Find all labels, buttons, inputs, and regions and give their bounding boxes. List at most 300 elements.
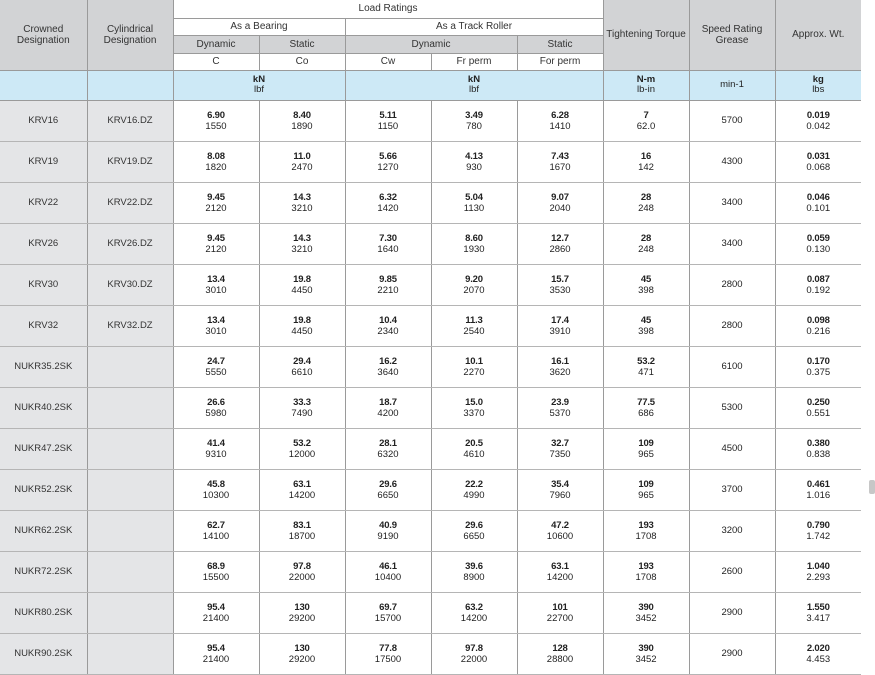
value-imperial: 6650	[463, 530, 485, 542]
cylindrical-designation-cell: KRV22.DZ	[87, 182, 173, 223]
for-perm-cell	[517, 428, 603, 469]
value-metric: 7	[643, 109, 649, 121]
value-metric: 193	[638, 519, 654, 531]
weight-cell	[775, 346, 861, 387]
value-imperial: 1670	[549, 161, 571, 173]
value-metric: 1.040	[806, 560, 830, 572]
value-metric: 63.1	[293, 478, 311, 490]
value-imperial: 3910	[549, 325, 571, 337]
co-cell	[259, 469, 345, 510]
cw-cell	[345, 633, 431, 674]
value-imperial: 1150	[377, 120, 399, 132]
table-row	[0, 141, 861, 182]
value-imperial: 3640	[377, 366, 399, 378]
value-metric: 28	[640, 232, 652, 244]
cw-cell	[345, 592, 431, 633]
value-metric: 0.380	[806, 437, 830, 449]
header-approx-weight: Approx. Wt.	[775, 0, 861, 70]
cw-cell	[345, 223, 431, 264]
value-metric: 26.6	[207, 396, 225, 408]
header-tightening-torque: Tightening Torque	[603, 0, 689, 70]
table-row	[0, 592, 861, 633]
value-imperial: 398	[638, 325, 654, 337]
value-metric: 16	[640, 150, 652, 162]
speed-cell: 3200	[689, 510, 775, 551]
value-imperial: 1130	[463, 202, 485, 214]
value-metric: 101	[552, 601, 568, 613]
value-imperial: 3370	[463, 407, 485, 419]
value-metric: 9.20	[465, 273, 483, 285]
value-metric: 13.4	[207, 273, 225, 285]
value-imperial: 2.293	[806, 571, 831, 583]
weight-cell	[775, 592, 861, 633]
value-metric: 28.1	[379, 437, 397, 449]
value-imperial: 6320	[377, 448, 399, 460]
value-imperial: 7490	[291, 407, 313, 419]
table-row	[0, 346, 861, 387]
cw-cell	[345, 551, 431, 592]
value-metric: 5.04	[465, 191, 483, 203]
value-imperial: 1708	[635, 571, 657, 583]
speed-cell: 3400	[689, 223, 775, 264]
value-metric: 6.32	[379, 191, 397, 203]
value-imperial: 10300	[202, 489, 230, 501]
torque-cell	[603, 551, 689, 592]
unit-torque: N-m lb-in	[603, 70, 689, 100]
value-imperial: 14200	[546, 571, 574, 583]
unit-bearing: kN lbf	[173, 70, 345, 100]
fr-perm-cell	[431, 305, 517, 346]
cylindrical-designation-cell	[87, 592, 173, 633]
value-metric: 0.170	[806, 355, 830, 367]
crowned-designation-cell: NUKR72.2SK	[0, 551, 87, 592]
table-row	[0, 182, 861, 223]
table-row	[0, 387, 861, 428]
speed-cell: 2800	[689, 264, 775, 305]
value-metric: 0.059	[806, 232, 830, 244]
value-metric: 45	[640, 314, 652, 326]
cylindrical-designation-cell	[87, 469, 173, 510]
value-imperial: 930	[466, 161, 482, 173]
crowned-designation-cell: NUKR62.2SK	[0, 510, 87, 551]
co-cell	[259, 551, 345, 592]
value-metric: 47.2	[551, 519, 569, 531]
fr-perm-cell	[431, 387, 517, 428]
value-imperial: 15500	[202, 571, 230, 583]
for-perm-cell	[517, 223, 603, 264]
value-imperial: 2070	[463, 284, 485, 296]
co-cell	[259, 182, 345, 223]
crowned-designation-cell: NUKR52.2SK	[0, 469, 87, 510]
table-row	[0, 469, 861, 510]
value-metric: 6.90	[207, 109, 225, 121]
value-metric: 45	[640, 273, 652, 285]
value-imperial: 1420	[377, 202, 399, 214]
value-imperial: 4200	[377, 407, 399, 419]
value-imperial: 4990	[463, 489, 485, 501]
header-load-ratings: Load Ratings	[173, 0, 603, 18]
torque-cell	[603, 305, 689, 346]
speed-cell: 6100	[689, 346, 775, 387]
value-imperial: 3452	[635, 612, 657, 624]
for-perm-cell	[517, 264, 603, 305]
value-metric: 32.7	[551, 437, 569, 449]
value-metric: 29.4	[293, 355, 311, 367]
crowned-designation-cell: KRV26	[0, 223, 87, 264]
value-imperial: 0.068	[806, 161, 831, 173]
fr-perm-cell	[431, 100, 517, 141]
value-imperial: 8900	[463, 571, 485, 583]
value-metric: 20.5	[465, 437, 483, 449]
c-cell	[173, 346, 259, 387]
value-metric: 9.45	[207, 191, 225, 203]
value-imperial: 2120	[205, 202, 227, 214]
weight-cell	[775, 141, 861, 182]
value-imperial: 0.838	[806, 448, 831, 460]
value-metric: 24.7	[207, 355, 225, 367]
value-metric: 45.8	[207, 478, 225, 490]
value-imperial: 1270	[377, 161, 399, 173]
cw-cell	[345, 182, 431, 223]
value-metric: 0.046	[806, 191, 830, 203]
weight-cell	[775, 264, 861, 305]
crowned-designation-cell: NUKR90.2SK	[0, 633, 87, 674]
fr-perm-cell	[431, 592, 517, 633]
value-imperial: 686	[638, 407, 654, 419]
fr-perm-cell	[431, 551, 517, 592]
value-metric: 6.28	[551, 109, 569, 121]
symbol-cw: Cw	[345, 53, 431, 70]
torque-cell	[603, 346, 689, 387]
value-imperial: 15700	[374, 612, 402, 624]
c-cell	[173, 141, 259, 182]
unit-blank-1	[0, 70, 87, 100]
value-imperial: 12000	[288, 448, 316, 460]
c-cell	[173, 305, 259, 346]
value-imperial: 62.0	[636, 120, 656, 132]
speed-cell: 5700	[689, 100, 775, 141]
header-bearing-dynamic: Dynamic	[173, 35, 259, 53]
value-imperial: 18700	[288, 530, 316, 542]
c-cell	[173, 182, 259, 223]
value-metric: 83.1	[293, 519, 311, 531]
value-metric: 15.0	[465, 396, 483, 408]
value-metric: 10.4	[379, 314, 397, 326]
cylindrical-designation-cell	[87, 428, 173, 469]
value-metric: 12.7	[551, 232, 569, 244]
speed-cell: 4300	[689, 141, 775, 182]
for-perm-cell	[517, 182, 603, 223]
cw-cell	[345, 469, 431, 510]
weight-cell	[775, 223, 861, 264]
value-imperial: 2040	[549, 202, 571, 214]
table-row	[0, 223, 861, 264]
value-metric: 8.40	[293, 109, 311, 121]
value-imperial: 0.101	[806, 202, 831, 214]
value-imperial: 2860	[549, 243, 571, 255]
value-imperial: 5980	[205, 407, 227, 419]
value-metric: 3.49	[465, 109, 483, 121]
value-metric: 109	[638, 437, 654, 449]
crowned-designation-cell: KRV16	[0, 100, 87, 141]
fr-perm-cell	[431, 141, 517, 182]
fr-perm-cell	[431, 510, 517, 551]
unit-weight: kg lbs	[775, 70, 861, 100]
fr-perm-cell	[431, 223, 517, 264]
weight-cell	[775, 100, 861, 141]
crowned-designation-cell: KRV32	[0, 305, 87, 346]
value-metric: 28	[640, 191, 652, 203]
weight-cell	[775, 551, 861, 592]
value-imperial: 0.130	[806, 243, 831, 255]
value-metric: 16.2	[379, 355, 397, 367]
crowned-designation-cell: NUKR47.2SK	[0, 428, 87, 469]
value-metric: 29.6	[465, 519, 483, 531]
value-metric: 19.8	[293, 273, 311, 285]
cylindrical-designation-cell	[87, 387, 173, 428]
for-perm-cell	[517, 305, 603, 346]
torque-cell	[603, 510, 689, 551]
c-cell	[173, 469, 259, 510]
value-imperial: 22000	[288, 571, 316, 583]
value-metric: 19.8	[293, 314, 311, 326]
value-imperial: 21400	[202, 653, 230, 665]
c-cell	[173, 510, 259, 551]
header-speed-rating: Speed Rating Grease	[689, 0, 775, 70]
value-metric: 46.1	[379, 560, 397, 572]
torque-cell	[603, 592, 689, 633]
value-imperial: 5370	[549, 407, 571, 419]
value-imperial: 3210	[291, 202, 313, 214]
value-imperial: 14200	[460, 612, 488, 624]
symbol-co: Co	[259, 53, 345, 70]
value-metric: 40.9	[379, 519, 397, 531]
value-metric: 0.031	[806, 150, 830, 162]
page-edge-mark	[869, 480, 875, 494]
value-metric: 9.85	[379, 273, 397, 285]
weight-cell	[775, 305, 861, 346]
speed-cell: 5300	[689, 387, 775, 428]
value-metric: 15.7	[551, 273, 569, 285]
value-imperial: 29200	[288, 612, 316, 624]
value-metric: 0.098	[806, 314, 830, 326]
co-cell	[259, 264, 345, 305]
value-metric: 130	[294, 601, 310, 613]
c-cell	[173, 633, 259, 674]
value-metric: 22.2	[465, 478, 483, 490]
crowned-designation-cell: NUKR80.2SK	[0, 592, 87, 633]
value-imperial: 780	[466, 120, 482, 132]
value-imperial: 1410	[549, 120, 571, 132]
value-imperial: 3.417	[806, 612, 831, 624]
header-roller-dynamic: Dynamic	[345, 35, 517, 53]
value-metric: 77.5	[637, 396, 655, 408]
value-imperial: 1640	[377, 243, 399, 255]
co-cell	[259, 592, 345, 633]
table-row	[0, 510, 861, 551]
value-metric: 97.8	[465, 642, 483, 654]
header-as-bearing: As a Bearing	[173, 18, 345, 35]
weight-cell	[775, 387, 861, 428]
value-imperial: 1550	[205, 120, 227, 132]
value-imperial: 9190	[377, 530, 399, 542]
value-imperial: 5550	[205, 366, 227, 378]
cylindrical-designation-cell: KRV30.DZ	[87, 264, 173, 305]
value-metric: 23.9	[551, 396, 569, 408]
value-imperial: 9310	[205, 448, 227, 460]
value-metric: 14.3	[293, 232, 311, 244]
value-imperial: 142	[638, 161, 654, 173]
torque-cell	[603, 100, 689, 141]
crowned-designation-cell: KRV30	[0, 264, 87, 305]
co-cell	[259, 223, 345, 264]
value-metric: 41.4	[207, 437, 225, 449]
c-cell	[173, 387, 259, 428]
value-metric: 17.4	[551, 314, 569, 326]
value-metric: 9.07	[551, 191, 569, 203]
value-imperial: 248	[638, 243, 654, 255]
cylindrical-designation-cell: KRV19.DZ	[87, 141, 173, 182]
value-metric: 2.020	[806, 642, 830, 654]
value-metric: 53.2	[637, 355, 655, 367]
torque-cell	[603, 264, 689, 305]
cylindrical-designation-cell	[87, 633, 173, 674]
symbol-for-perm: For perm	[517, 53, 603, 70]
value-imperial: 398	[638, 284, 654, 296]
symbol-fr-perm: Fr perm	[431, 53, 517, 70]
value-imperial: 471	[638, 366, 654, 378]
torque-cell	[603, 428, 689, 469]
value-imperial: 22000	[460, 653, 488, 665]
value-metric: 0.461	[806, 478, 830, 490]
torque-cell	[603, 141, 689, 182]
speed-cell: 2800	[689, 305, 775, 346]
value-metric: 4.13	[465, 150, 483, 162]
value-metric: 62.7	[207, 519, 225, 531]
c-cell	[173, 428, 259, 469]
for-perm-cell	[517, 633, 603, 674]
value-metric: 0.019	[806, 109, 830, 121]
value-imperial: 3210	[291, 243, 313, 255]
value-imperial: 14200	[288, 489, 316, 501]
co-cell	[259, 633, 345, 674]
value-imperial: 28800	[546, 653, 574, 665]
value-metric: 29.6	[379, 478, 397, 490]
cylindrical-designation-cell: KRV32.DZ	[87, 305, 173, 346]
value-metric: 8.08	[207, 150, 225, 162]
value-imperial: 2270	[463, 366, 485, 378]
value-imperial: 1.742	[806, 530, 831, 542]
value-metric: 33.3	[293, 396, 311, 408]
crowned-designation-cell: KRV19	[0, 141, 87, 182]
value-imperial: 10600	[546, 530, 574, 542]
value-imperial: 3620	[549, 366, 571, 378]
torque-cell	[603, 469, 689, 510]
value-imperial: 1.016	[806, 489, 831, 501]
value-imperial: 3010	[205, 284, 227, 296]
weight-cell	[775, 428, 861, 469]
value-imperial: 21400	[202, 612, 230, 624]
co-cell	[259, 510, 345, 551]
co-cell	[259, 346, 345, 387]
value-metric: 193	[638, 560, 654, 572]
value-imperial: 965	[638, 489, 654, 501]
crowned-designation-cell: KRV22	[0, 182, 87, 223]
speed-cell: 2600	[689, 551, 775, 592]
value-metric: 35.4	[551, 478, 569, 490]
value-imperial: 0.216	[806, 325, 831, 337]
table-row	[0, 428, 861, 469]
cw-cell	[345, 428, 431, 469]
cw-cell	[345, 264, 431, 305]
value-imperial: 0.375	[806, 366, 831, 378]
co-cell	[259, 428, 345, 469]
weight-cell	[775, 633, 861, 674]
value-imperial: 0.192	[806, 284, 831, 296]
for-perm-cell	[517, 592, 603, 633]
value-metric: 0.087	[806, 273, 830, 285]
for-perm-cell	[517, 346, 603, 387]
cw-cell	[345, 100, 431, 141]
cw-cell	[345, 510, 431, 551]
value-metric: 95.4	[207, 642, 225, 654]
cw-cell	[345, 141, 431, 182]
table-row	[0, 305, 861, 346]
value-metric: 128	[552, 642, 568, 654]
value-imperial: 1820	[205, 161, 227, 173]
torque-cell	[603, 182, 689, 223]
fr-perm-cell	[431, 469, 517, 510]
symbol-c: C	[173, 53, 259, 70]
value-metric: 11.3	[465, 314, 483, 326]
value-metric: 68.9	[207, 560, 225, 572]
value-imperial: 0.551	[806, 407, 831, 419]
value-imperial: 10400	[374, 571, 402, 583]
header-bearing-static: Static	[259, 35, 345, 53]
value-imperial: 4450	[291, 284, 313, 296]
value-metric: 7.43	[551, 150, 569, 162]
unit-roller: kN lbf	[345, 70, 603, 100]
value-metric: 130	[294, 642, 310, 654]
value-metric: 69.7	[379, 601, 397, 613]
value-metric: 5.11	[379, 109, 397, 121]
value-metric: 13.4	[207, 314, 225, 326]
table-row	[0, 264, 861, 305]
fr-perm-cell	[431, 428, 517, 469]
value-metric: 18.7	[379, 396, 397, 408]
value-metric: 53.2	[293, 437, 311, 449]
value-imperial: 248	[638, 202, 654, 214]
unit-blank-2	[87, 70, 173, 100]
fr-perm-cell	[431, 182, 517, 223]
table-row	[0, 551, 861, 592]
value-metric: 8.60	[465, 232, 483, 244]
value-imperial: 4610	[463, 448, 485, 460]
value-metric: 77.8	[379, 642, 397, 654]
value-imperial: 17500	[374, 653, 402, 665]
cylindrical-designation-cell: KRV16.DZ	[87, 100, 173, 141]
value-imperial: 7350	[549, 448, 571, 460]
value-imperial: 2340	[377, 325, 399, 337]
speed-cell: 2900	[689, 633, 775, 674]
value-imperial: 0.042	[806, 120, 831, 132]
value-metric: 39.6	[465, 560, 483, 572]
value-metric: 10.1	[465, 355, 483, 367]
value-imperial: 6650	[377, 489, 399, 501]
value-metric: 9.45	[207, 232, 225, 244]
unit-speed: min-1	[689, 70, 775, 100]
value-metric: 109	[638, 478, 654, 490]
